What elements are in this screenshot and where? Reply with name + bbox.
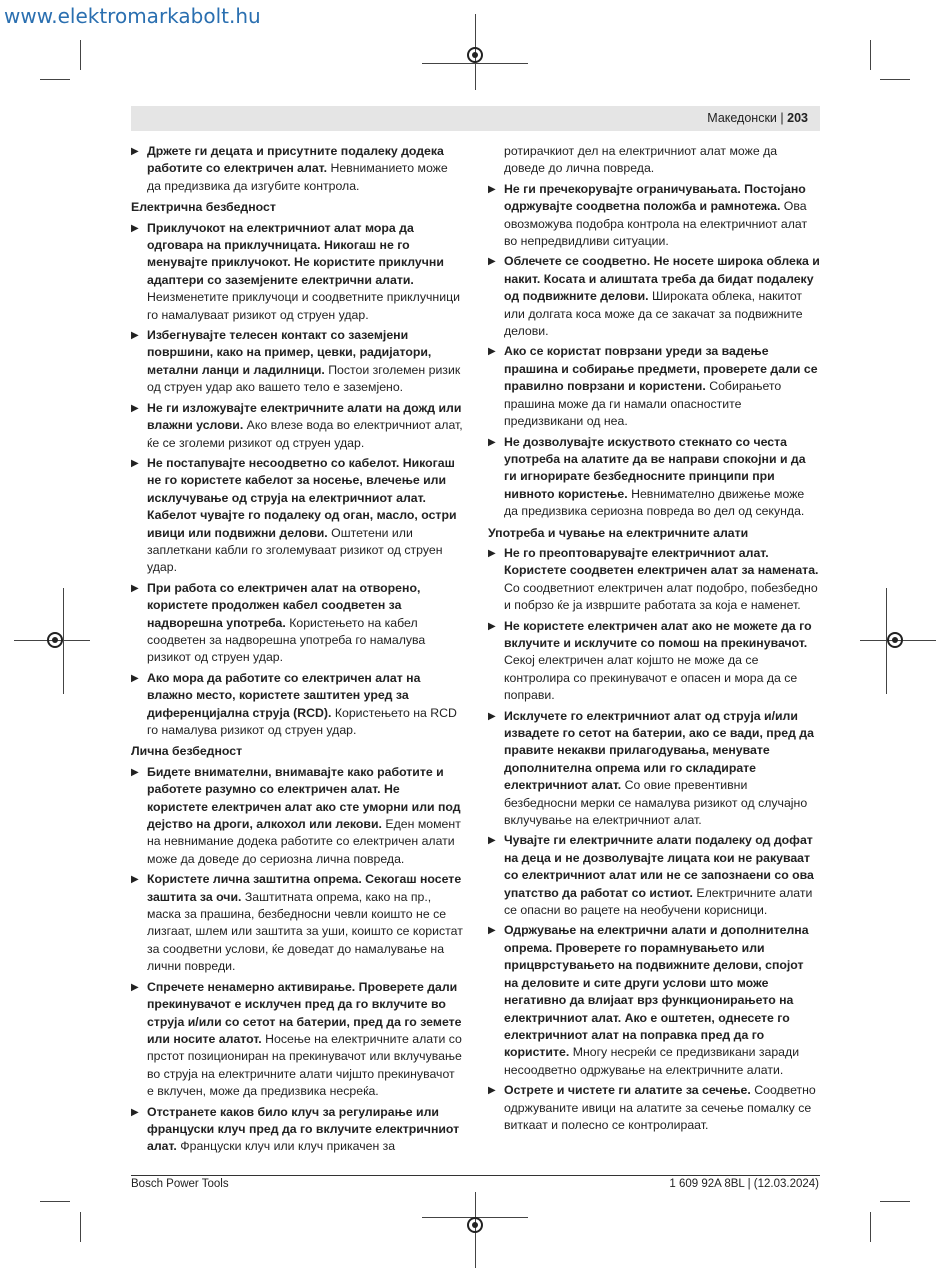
item-bold-text: Избегнувајте телесен контакт со заземјени површини, како на пример, цевки, радијатори, метални ланци и ладилници. <box>147 328 432 377</box>
item-bold-text: Ако се користат поврзани уреди за вадење прашина и собирање предмети, проверете дали се правилно поврзани и користени. <box>504 344 818 394</box>
crop-mark <box>80 40 81 70</box>
item-text: Со овие превентивни безбедносни мерки се намалува ризикот од случајно вклучување на електричниот алат. <box>504 778 808 828</box>
item-text: Соодветно одржуваните ивици на алатите за сечење помалку се виткаат и полесно се контролираат. <box>504 1083 816 1132</box>
list-item <box>488 545 820 615</box>
item-bold-text: Исклучете го електричниот алат од струја и/или извадете го сетот на батерии, ако се вади, пред да правите некакви прилагодувања, менувате дополнителна опрема или го складирате електричниот алат. <box>504 708 814 793</box>
list-item <box>488 1082 820 1134</box>
item-bold-text: Приклучокот на електричниот алат мора да одговара на приклучницата. Никогаш не го менувајте приклучокот. Не користите приклучни адаптери со заземјените електрични алати. <box>147 220 444 287</box>
page-header <box>131 106 820 131</box>
section-heading: Електрична безбедност <box>131 200 276 215</box>
item-text: Со соодветниот електричен алат подобро, побезбедно и побрзо ќе ја извршите работата за која е наменет. <box>504 580 818 613</box>
item-bold-text: Ако мора да работите со електричен алат на влажно место, користете заштитен уред за диференцијална струја (RCD). <box>147 670 421 720</box>
bullet-arrow-icon: ▶ <box>131 146 139 157</box>
item-bold-text: Бидете внимателни, внимавајте како работите и работете разумно со електричен алат. Не користете електричен алат ако сте уморни или под дејство на дроги, алкохол или лекови. <box>147 764 461 832</box>
crop-mark <box>870 40 871 70</box>
list-item <box>131 143 463 195</box>
bullet-arrow-icon: ▶ <box>488 925 496 937</box>
item-text: Електричните алати се опасни во рацете на необучени корисници. <box>504 885 813 918</box>
crop-mark <box>880 1201 910 1202</box>
item-bold-text: Држете ги децата и присутните подалеку додека работите со електричен алат. <box>147 144 444 176</box>
footer-divider <box>131 1175 820 1176</box>
item-text: Неизменетите приклучоци и соодветните приклучници го намалуваат ризикот од струен удар. <box>147 290 460 322</box>
item-bold-text: Острете и чистете ги алатите за сечење. <box>504 1083 751 1098</box>
left-column <box>131 143 463 1159</box>
item-text: Користењето на кабел соодветен за надворешна употреба го намалува ризикот од струен удар. <box>147 615 426 665</box>
header-text <box>707 111 808 125</box>
registration-mark-icon <box>467 1217 483 1233</box>
registration-mark-icon <box>467 47 483 63</box>
bullet-arrow-icon: ▶ <box>131 1106 139 1118</box>
section-heading: Лична безбедност <box>131 744 243 759</box>
item-text: Невнимателно движење може да предизвика сериозна повреда во дел од секунда. <box>504 486 805 519</box>
bullet-arrow-icon: ▶ <box>131 457 139 469</box>
continued-text: ротирачкиот дел на електричниот алат може да доведе до лична повреда. <box>504 144 778 176</box>
bullet-arrow-icon: ▶ <box>488 346 496 358</box>
crop-mark <box>880 79 910 80</box>
list-item <box>131 1104 463 1156</box>
item-bold-text: Спречете ненамерно активирање. Проверете дали прекинувачот е исклучен пред да го вклучите во струја и/или со сетот на батерии, пред да го земете или носите алатот. <box>147 979 462 1046</box>
bullet-arrow-icon: ▶ <box>131 766 139 778</box>
item-text: Носење на електричните алати со прстот позициониран на прекинувачот или вклучување во струја на електричните алати чијшто прекинувачот е вклучен, може да предизвика несреќа. <box>147 1031 462 1099</box>
list-item <box>131 220 463 324</box>
item-bold-text: Не ги изложувајте електричните алати на дожд или влажни услови. <box>147 400 462 433</box>
footer-brand: Bosch Power Tools <box>131 1178 229 1190</box>
list-item <box>488 343 820 430</box>
registration-mark-icon <box>47 632 63 648</box>
item-text: Невниманието може да предизвика да изгубите контрола. <box>147 161 448 193</box>
list-item <box>488 618 820 705</box>
item-bold-text: Не дозволувајте искуството стекнато со честа употреба на алатите да ве направи спокојни и да ги игнорирате безбедносните принципи при нивното користење. <box>504 434 806 501</box>
item-bold-text: Чувајте ги електричните алати подалеку од дофат на деца и не дозволувајте лицата кои не ракуваат со електричниот алат или не се запознаени со ова упатство да работат со истиот. <box>504 833 814 900</box>
item-bold-text: Отстранете каков било клуч за регулирање или француски клуч пред да го вклучите електричниот алат. <box>147 1104 460 1154</box>
bullet-arrow-icon: ▶ <box>488 547 496 559</box>
bullet-arrow-icon: ▶ <box>488 183 496 195</box>
item-text: Секој електричен алат којшто не може да се контролира со прекинувачот е опасен и мора да се поправи. <box>504 653 798 703</box>
item-text: Ова овозможува подобра контрола на електричниот алат во непредвидливи ситуации. <box>504 199 808 249</box>
section-heading: Употреба и чување на електричните алати <box>488 525 749 540</box>
item-text: Користењето на RCD го намалува ризикот од струен удар. <box>147 705 457 737</box>
crop-mark <box>40 79 70 80</box>
list-item <box>488 708 820 830</box>
bullet-arrow-icon: ▶ <box>131 582 139 594</box>
registration-mark-icon <box>887 632 903 648</box>
crop-mark <box>80 1212 81 1242</box>
page-number: 203 <box>787 111 808 125</box>
bullet-arrow-icon: ▶ <box>131 672 139 684</box>
item-text: Ако влезе вода во електричниот алат, ќе се зголеми ризикот од струен удар. <box>147 418 463 450</box>
list-item <box>131 327 463 397</box>
item-bold-text: Користете лична заштитна опрема. Секогаш носете заштита за очи. <box>147 872 462 904</box>
bullet-arrow-icon: ▶ <box>488 436 496 448</box>
list-item <box>488 253 820 340</box>
bullet-arrow-icon: ▶ <box>131 402 139 414</box>
list-item <box>488 181 820 251</box>
bullet-arrow-icon: ▶ <box>131 874 139 886</box>
list-item <box>131 871 463 975</box>
bullet-arrow-icon: ▶ <box>488 620 496 632</box>
header-separator: | <box>780 111 784 125</box>
item-bold-text: При работа со електричен алат на отворено, користете продолжен кабел соодветен за надворешна употреба. <box>147 580 421 630</box>
item-bold-text: Не користете електричен алат ако не можете да го вклучите и исклучите со помош на прекинувачот. <box>504 618 812 650</box>
footer-document-id: 1 609 92A 8BL | (12.03.2024) <box>669 1178 819 1190</box>
bullet-arrow-icon: ▶ <box>131 981 139 993</box>
list-item <box>488 832 820 919</box>
list-item <box>131 979 463 1101</box>
list-item <box>131 670 463 740</box>
bullet-arrow-icon: ▶ <box>488 710 496 722</box>
bullet-arrow-icon: ▶ <box>131 222 139 234</box>
bullet-arrow-icon: ▶ <box>488 1085 496 1097</box>
item-text: Заштитната опрема, како на пр., маска за прашина, безбедносни чевли коишто не се лизгаат, шлем или заштита за уши, коишто се користат за соодветни услови, ќе доведат до намалување на лични повреди. <box>147 889 463 974</box>
list-item <box>131 764 463 868</box>
item-text: Собирањето прашина може да ги намали опасностите предизвикани од неа. <box>504 379 782 429</box>
list-item <box>131 400 463 452</box>
bullet-arrow-icon: ▶ <box>488 835 496 847</box>
item-text: Постои зголемен ризик од струен удар ако вашето тело е заземјено. <box>147 362 461 395</box>
item-bold-text: Одржување на електрични алати и дополнителна опрема. Проверете го порамнувањето или прицврстувањето на подвижните делови, спојот на деловите и сите други услови што може негативно да влијаат врз функционирањето на електричниот алат. Ако е оштетен, однесете го електричниот алат на поправка пред да го користите. <box>504 923 809 1060</box>
registration-line <box>63 588 64 694</box>
watermark-link[interactable]: www.elektromarkabolt.hu <box>4 4 261 28</box>
item-text: Оштетени или заплеткани кабли го зголемуваат ризикот од струен удар. <box>147 525 443 575</box>
list-item <box>488 434 820 521</box>
list-item <box>131 580 463 667</box>
header-language: Македонски <box>707 111 777 125</box>
item-bold-text: Облечете се соодветно. Не носете широка облека и накит. Косата и алиштата треба да бидат подалеку од подвижните делови. <box>504 254 820 304</box>
bullet-arrow-icon: ▶ <box>131 330 139 342</box>
item-text: Широката облека, накитот или долгата коса може да се закачат за подвижните делови. <box>504 289 803 339</box>
crop-mark <box>40 1201 70 1202</box>
item-bold-text: Не го преоптоварувајте електричниот алат. Користете соодветен електричен алат за намената. <box>504 545 819 578</box>
right-column <box>488 143 820 1137</box>
item-text: Еден момент на невнимание додека работите со електричен алати може да доведе до сериозна лична повреда. <box>147 817 461 866</box>
item-bold-text: Не постапувајте несоодветно со кабелот. Никогаш не го користете кабелот за носење, влечење или исклучување од струја на електричниот алат. Кабелот чувајте го подалеку од оган, масло, остри ивици или подвижни делови. <box>147 455 457 540</box>
item-text: Француски клуч или клуч прикачен за <box>180 1139 396 1154</box>
item-bold-text: Не ги пречекорувајте ограничувањата. Постојано одржувајте соодветна положба и рамнотежа. <box>504 181 806 214</box>
crop-mark <box>870 1212 871 1242</box>
list-item <box>488 922 820 1079</box>
list-item <box>131 455 463 577</box>
bullet-arrow-icon: ▶ <box>488 256 496 268</box>
item-text: Многу несреќи се предизвикани заради несоодветно одржување на електричните алати. <box>504 1045 800 1077</box>
